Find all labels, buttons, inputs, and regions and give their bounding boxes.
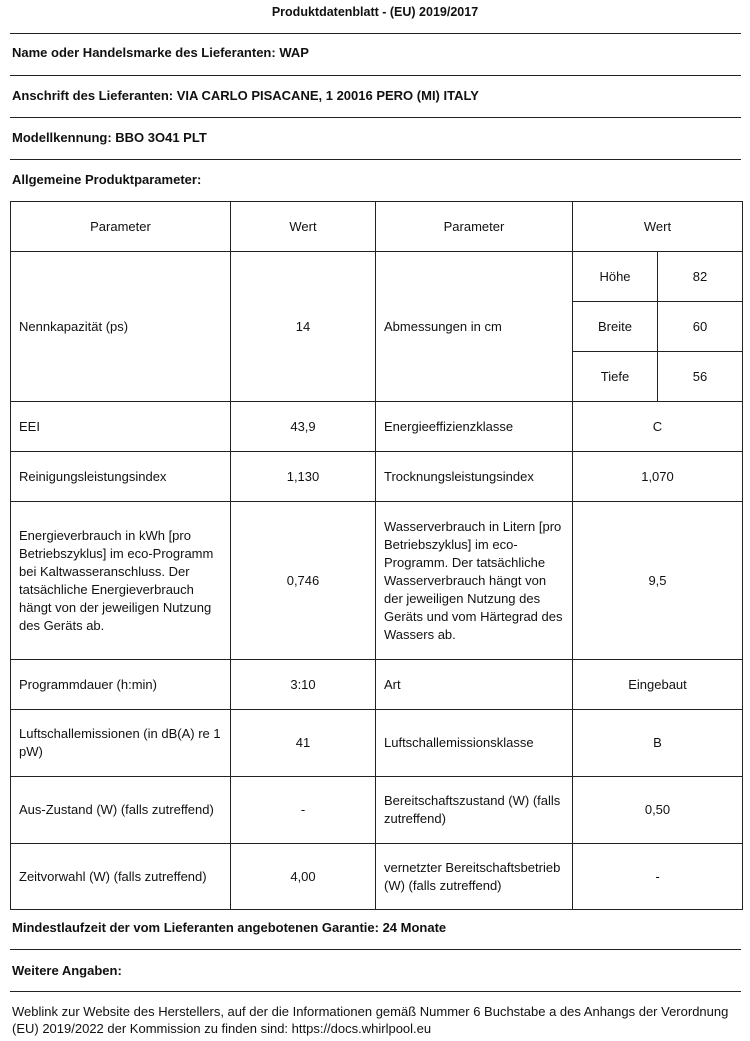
param-value: 43,9 — [231, 402, 376, 452]
dimension-value: 82 — [658, 252, 743, 302]
page-title: Produktdatenblatt - (EU) 2019/2017 — [271, 5, 479, 19]
table-row — [11, 710, 743, 777]
param-value: B — [573, 710, 743, 777]
dimension-value: 60 — [658, 302, 743, 352]
dimension-label: Höhe — [573, 252, 658, 302]
param-label: Art — [376, 660, 573, 710]
param-label: Reinigungsleistungsindex — [11, 452, 231, 502]
param-value: 4,00 — [231, 844, 376, 910]
table-row — [11, 844, 743, 910]
supplier-name: Name oder Handelsmarke des Lieferanten: WAP — [12, 45, 309, 60]
model-identifier: Modellkennung: BBO 3O41 PLT — [12, 130, 207, 145]
param-value: 3:10 — [231, 660, 376, 710]
further-info-heading: Weitere Angaben: — [12, 963, 122, 978]
header-parameter: Parameter — [11, 202, 231, 252]
param-label: vernetzter Bereitschaftsbetrieb (W) (falls zutreffend) — [376, 844, 573, 910]
param-value: - — [231, 777, 376, 844]
dimension-label: Breite — [573, 302, 658, 352]
table-row — [11, 660, 743, 710]
dimension-row — [573, 302, 742, 352]
divider — [10, 33, 741, 34]
table-row — [11, 502, 743, 660]
param-value: C — [573, 402, 743, 452]
dimension-value: 56 — [658, 352, 743, 402]
divider — [10, 117, 741, 118]
param-label: EEI — [11, 402, 231, 452]
param-label: Aus-Zustand (W) (falls zutreffend) — [11, 777, 231, 844]
table-row — [11, 452, 743, 502]
dimensions-cell — [573, 252, 743, 402]
param-label: Programmdauer (h:min) — [11, 660, 231, 710]
table-row — [11, 252, 743, 402]
table-row — [11, 777, 743, 844]
divider — [10, 159, 741, 160]
param-label: Abmessungen in cm — [376, 252, 573, 402]
table-row — [11, 402, 743, 452]
param-label: Energieverbrauch in kWh [pro Betriebszyklus] im eco-Programm bei Kaltwasseranschluss. Der tatsächliche Energieverbrauch hängt von der jeweiligen Nutzung des Geräts ab. — [11, 502, 231, 660]
dimension-row — [573, 352, 742, 402]
param-value: - — [573, 844, 743, 910]
param-label: Trocknungsleistungsindex — [376, 452, 573, 502]
dimension-row — [573, 252, 742, 302]
header-value: Wert — [573, 202, 743, 252]
param-value: 14 — [231, 252, 376, 402]
dimension-label: Tiefe — [600, 368, 630, 384]
param-value: 0,746 — [231, 502, 376, 660]
general-parameters-heading: Allgemeine Produktparameter: — [12, 172, 202, 187]
param-value: 1,070 — [573, 452, 743, 502]
divider — [10, 949, 741, 950]
param-value: 1,130 — [231, 452, 376, 502]
table-header-row — [11, 202, 743, 252]
param-label: Energieeffizienzklasse — [376, 402, 573, 452]
param-value: 41 — [231, 710, 376, 777]
param-value: 9,5 — [573, 502, 743, 660]
header-value: Wert — [231, 202, 376, 252]
param-label: Zeitvorwahl (W) (falls zutreffend) — [11, 844, 231, 910]
divider — [10, 75, 741, 76]
header-parameter: Parameter — [376, 202, 573, 252]
param-label: Luftschallemissionen (in dB(A) re 1 pW) — [11, 710, 231, 777]
manufacturer-weblink-text: Weblink zur Website des Herstellers, auf der die Informationen gemäß Nummer 6 Buchstabe a des Anhangs der Verordnung (EU) 2019/2022 der Kommission zu finden sind: https://docs.whirlpool.eu — [12, 1004, 729, 1036]
divider — [10, 991, 741, 992]
param-value: 0,50 — [573, 777, 743, 844]
parameters-table — [10, 201, 743, 910]
param-label: Wasserverbrauch in Litern [pro Betriebszyklus] im eco-Programm. Der tatsächliche Wasserverbrauch hängt von der jeweiligen Nutzung des Geräts und vom Härtegrad des Wassers ab. — [376, 502, 573, 660]
supplier-address: Anschrift des Lieferanten: VIA CARLO PISACANE, 1 20016 PERO (MI) ITALY — [12, 88, 479, 103]
param-label: Nennkapazität (ps) — [11, 252, 231, 402]
param-label: Luftschallemissionsklasse — [376, 710, 573, 777]
warranty-info: Mindestlaufzeit der vom Lieferanten angebotenen Garantie: 24 Monate — [12, 920, 447, 935]
param-label: Bereitschaftszustand (W) (falls zutreffend) — [376, 777, 573, 844]
param-value: Eingebaut — [573, 660, 743, 710]
dimensions-table — [573, 252, 742, 401]
